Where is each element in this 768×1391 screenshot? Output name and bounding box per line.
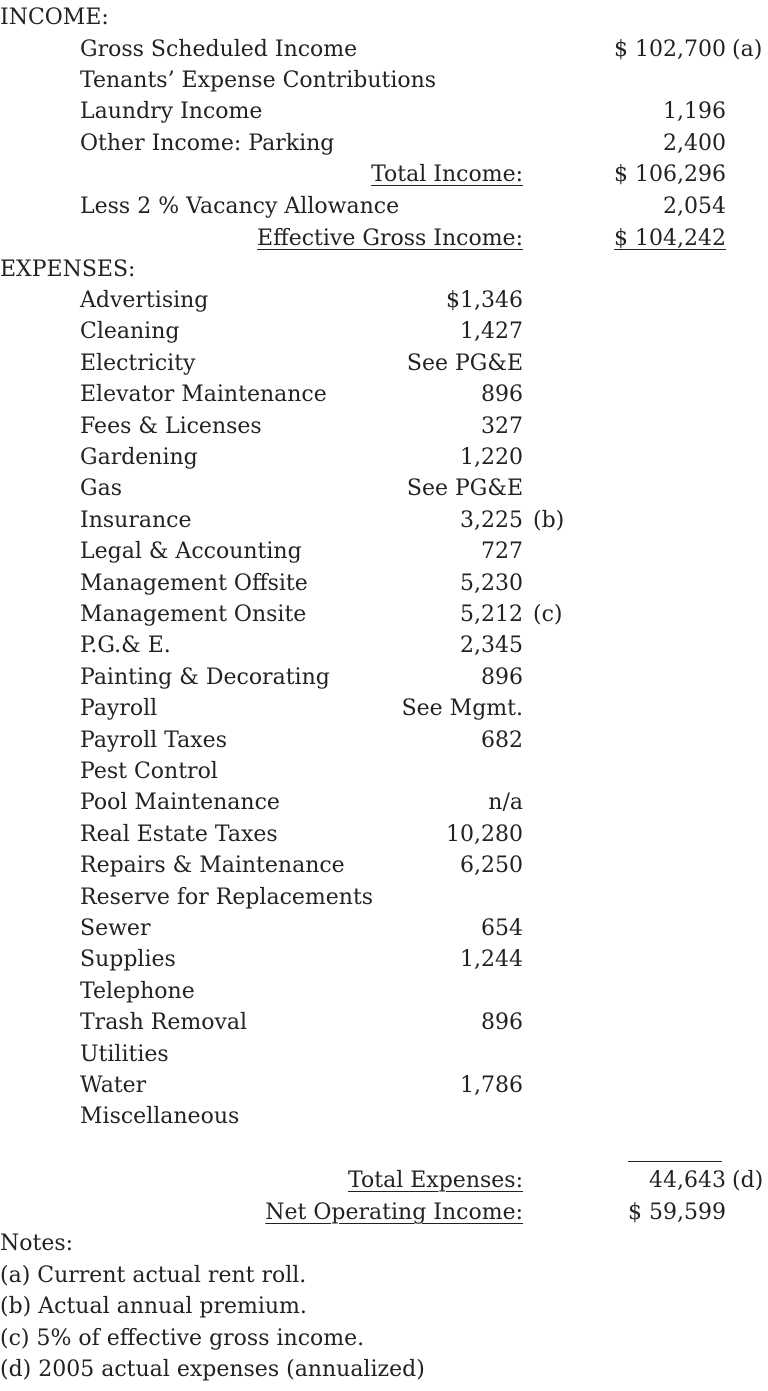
- expense-label: Reserve for Replacements: [80, 885, 374, 910]
- total-expenses-value: 44,643: [649, 1168, 726, 1193]
- expense-label: Management Offsite: [80, 571, 308, 596]
- income-label: Laundry Income: [80, 99, 263, 124]
- note-item: (b) Actual annual premium.: [0, 1294, 307, 1319]
- expense-label: Real Estate Taxes: [80, 822, 278, 847]
- expense-label: Water: [80, 1073, 147, 1098]
- expense-label: Pest Control: [80, 759, 218, 784]
- expense-label: Legal & Accounting: [80, 539, 302, 564]
- expense-value: 682: [481, 728, 523, 753]
- expense-label: Cleaning: [80, 319, 180, 344]
- expense-value: See PG&E: [406, 351, 523, 376]
- expense-value: 10,280: [446, 822, 523, 847]
- total-income-label: Total Income:: [371, 162, 523, 187]
- expense-label: Utilities: [80, 1042, 169, 1067]
- notes-heading: Notes:: [0, 1231, 74, 1256]
- expense-value: 654: [481, 916, 523, 941]
- income-label: Tenants’ Expense Contributions: [80, 68, 437, 93]
- income-label: Other Income: Parking: [80, 131, 335, 156]
- income-value: 1,196: [663, 99, 726, 124]
- expense-label: Management Onsite: [80, 602, 307, 627]
- income-note: (a): [732, 37, 763, 62]
- total-income-value: $ 106,296: [614, 162, 726, 187]
- income-value: 2,400: [663, 131, 726, 156]
- expense-value: 6,250: [460, 853, 523, 878]
- effective-gross-income-label: Effective Gross Income:: [257, 226, 523, 251]
- note-item: (d) 2005 actual expenses (annualized): [0, 1357, 425, 1382]
- expenses-heading: EXPENSES:: [0, 257, 136, 282]
- expense-value: 5,230: [460, 571, 523, 596]
- expense-label: Repairs & Maintenance: [80, 853, 345, 878]
- expense-value: 727: [481, 539, 523, 564]
- total-expenses-note: (d): [732, 1168, 764, 1193]
- expense-label: Insurance: [80, 508, 192, 533]
- expense-note: (b): [533, 508, 565, 533]
- total-expenses-label: Total Expenses:: [348, 1168, 523, 1193]
- net-operating-income-value: $ 59,599: [628, 1200, 726, 1225]
- total-rule: [628, 1161, 722, 1162]
- expense-value: 3,225: [460, 508, 523, 533]
- expense-value: 896: [481, 665, 523, 690]
- net-operating-income-label: Net Operating Income:: [265, 1200, 523, 1225]
- expense-value: 2,345: [460, 633, 523, 658]
- expense-value: 1,427: [460, 319, 523, 344]
- expense-value: 1,244: [460, 947, 523, 972]
- expense-value: $1,346: [446, 288, 523, 313]
- vacancy-value: 2,054: [663, 194, 726, 219]
- expense-label: Miscellaneous: [80, 1104, 240, 1129]
- expense-label: Sewer: [80, 916, 151, 941]
- expense-label: Painting & Decorating: [80, 665, 330, 690]
- expense-value: 5,212: [460, 602, 523, 627]
- income-heading: INCOME:: [0, 5, 109, 30]
- expense-label: Gas: [80, 476, 122, 501]
- expense-note: (c): [533, 602, 563, 627]
- effective-gross-income-value: $ 104,242: [614, 226, 726, 251]
- expense-value: 327: [481, 414, 523, 439]
- expense-label: Electricity: [80, 351, 196, 376]
- expense-value: 896: [481, 1010, 523, 1035]
- expense-label: P.G.& E.: [80, 633, 171, 658]
- expense-value: 896: [481, 382, 523, 407]
- income-label: Gross Scheduled Income: [80, 37, 358, 62]
- vacancy-label: Less 2 % Vacancy Allowance: [80, 194, 400, 219]
- expense-label: Pool Maintenance: [80, 790, 280, 815]
- expense-value: 1,220: [460, 445, 523, 470]
- income-value: $ 102,700: [614, 37, 726, 62]
- expense-label: Telephone: [80, 979, 195, 1004]
- expense-label: Gardening: [80, 445, 198, 470]
- expense-label: Payroll Taxes: [80, 728, 227, 753]
- expense-value: See PG&E: [406, 476, 523, 501]
- expense-label: Supplies: [80, 947, 176, 972]
- expense-label: Payroll: [80, 696, 158, 721]
- expense-value: See Mgmt.: [401, 696, 523, 721]
- expense-value: n/a: [488, 790, 523, 815]
- expense-label: Advertising: [80, 288, 209, 313]
- note-item: (c) 5% of effective gross income.: [0, 1326, 365, 1351]
- expense-value: 1,786: [460, 1073, 523, 1098]
- expense-label: Fees & Licenses: [80, 414, 262, 439]
- note-item: (a) Current actual rent roll.: [0, 1263, 307, 1288]
- expense-label: Trash Removal: [80, 1010, 248, 1035]
- expense-label: Elevator Maintenance: [80, 382, 327, 407]
